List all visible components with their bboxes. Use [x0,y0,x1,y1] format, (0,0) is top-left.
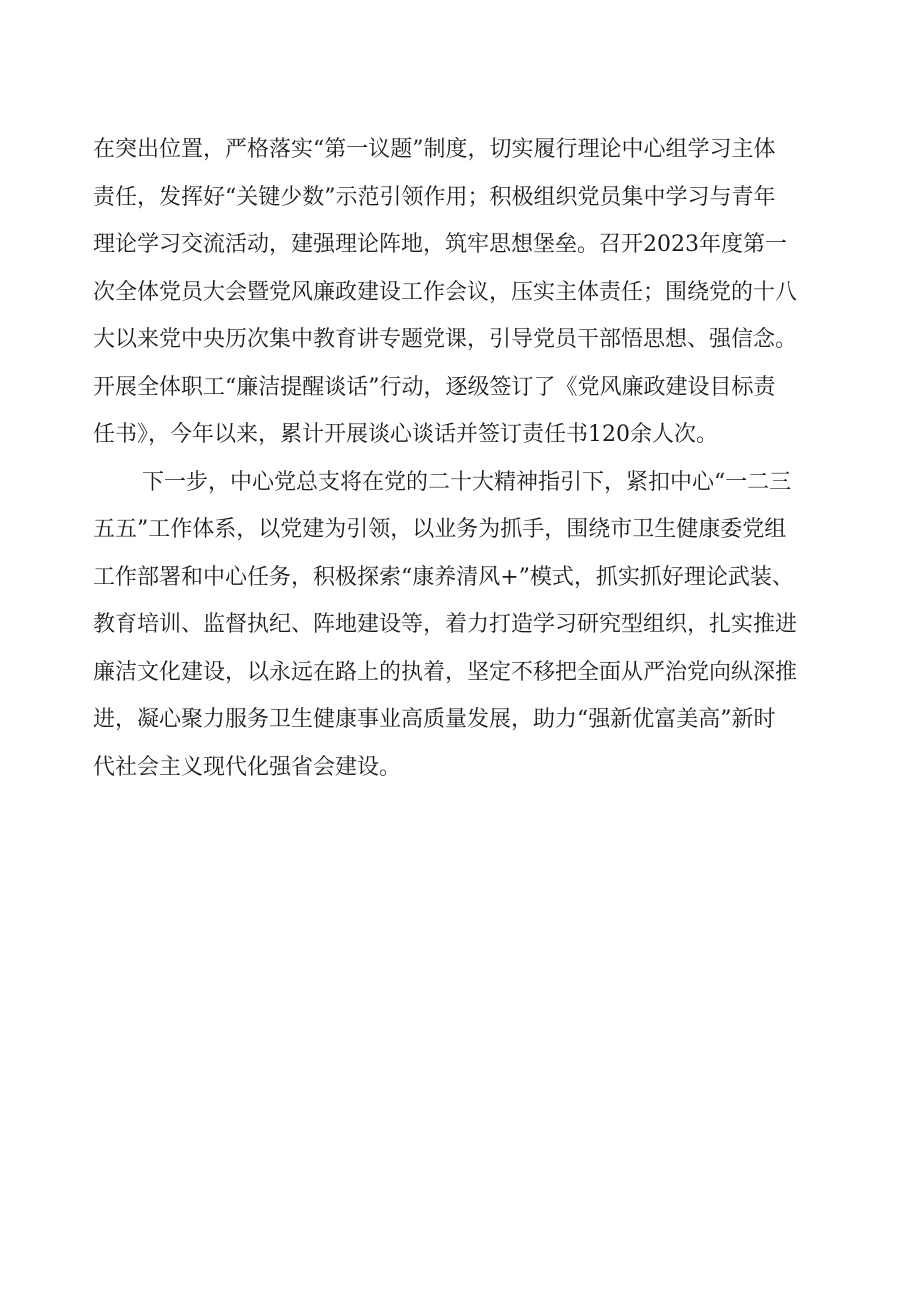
paragraph-line: 廉洁文化建设，以永远在路上的执着，坚定不移把全面从严治党向纵深推 [93,659,798,685]
paragraph-line: 工作部署和中心任务，积极探索“康养清风+”模式，抓实抓好理论武装、 [93,564,794,590]
document-body [93,126,853,791]
paragraph-line: 进，凝心聚力服务卫生健康事业高质量发展，助力“强新优富美高”新时 [93,707,776,732]
paragraph-line: 任书》，今年以来，累计开展谈心谈话并签订责任书120余人次。 [93,422,718,447]
paragraph-line: 理论学习交流活动，建强理论阵地，筑牢思想堡垒。召开2023年度第一 [93,232,787,257]
paragraph-line: 责任，发挥好“关键少数”示范引领作用；积极组织党员集中学习与青年 [93,184,776,210]
paragraph-1 [93,126,853,459]
paragraph-line: 五五”工作体系，以党建为引领，以业务为抓手，围绕市卫生健康委党组 [93,517,787,542]
paragraph-line: 次全体党员大会暨党风廉政建设工作会议，压实主体责任；围绕党的十八 [93,279,798,305]
paragraph-2 [93,459,853,792]
paragraph-line: 开展全体职工“廉洁提醒谈话”行动，逐级签订了《党风廉政建设目标责 [93,374,776,400]
paragraph-line: 下一步，中心党总支将在党的二十大精神指引下，紧扣中心“一二三 [142,469,792,495]
paragraph-line: 代社会主义现代化强省会建设。 [93,754,402,780]
paragraph-line: 教育培训、监督执纪、阵地建设等，着力打造学习研究型组织，扎实推进 [93,612,798,637]
paragraph-line: 在突出位置，严格落实“第一议题”制度，切实履行理论中心组学习主体 [93,137,776,162]
paragraph-line: 大以来党中央历次集中教育讲专题党课，引导党员干部悟思想、强信念。 [93,327,798,352]
